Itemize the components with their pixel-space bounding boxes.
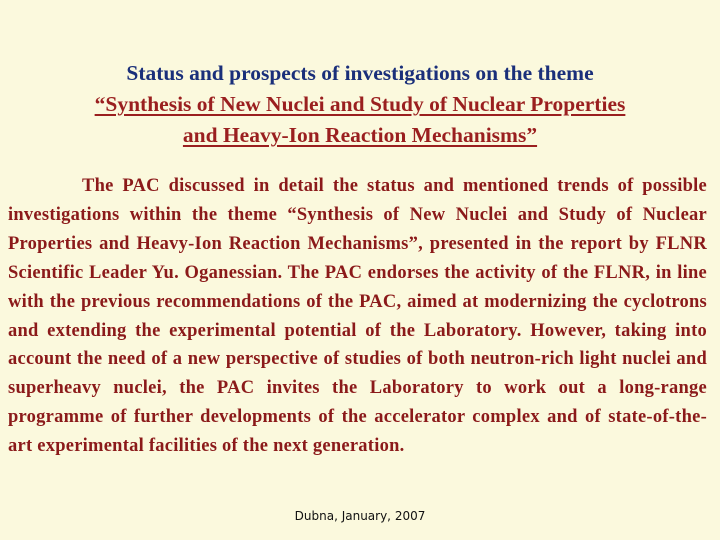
title-line-3: and Heavy-Ion Reaction Mechanisms” — [182, 123, 538, 147]
title-line-2: “Synthesis of New Nuclei and Study of Nuclear Properties — [94, 92, 626, 116]
title-line-1: Status and prospects of investigations on the theme — [126, 61, 594, 85]
footer-date: Dubna, January, 2007 — [294, 509, 426, 523]
body-paragraph: The PAC discussed in detail the status and mentioned trends of possible investigations within the theme “Synthesis of New Nuclei and Study of Nuclear Properties and Heavy-Ion Reaction Mechanisms”, presented in the report by FLNR Scientific Leader Yu. Oganessian. The PAC endorses the activity of the FLNR, in line with the previous recommendations of the PAC, aimed at modernizing the cyclotrons and extending the experimental potential of the Laboratory. However, taking into account the need of a new perspective of studies of both neutron-rich light nuclei and superheavy nuclei, the PAC invites the Laboratory to work out a long-range programme of further developments of the accelerator complex and of state-of-the-art experimental facilities of the next generation. — [8, 176, 707, 457]
slide-title — [0, 58, 720, 151]
